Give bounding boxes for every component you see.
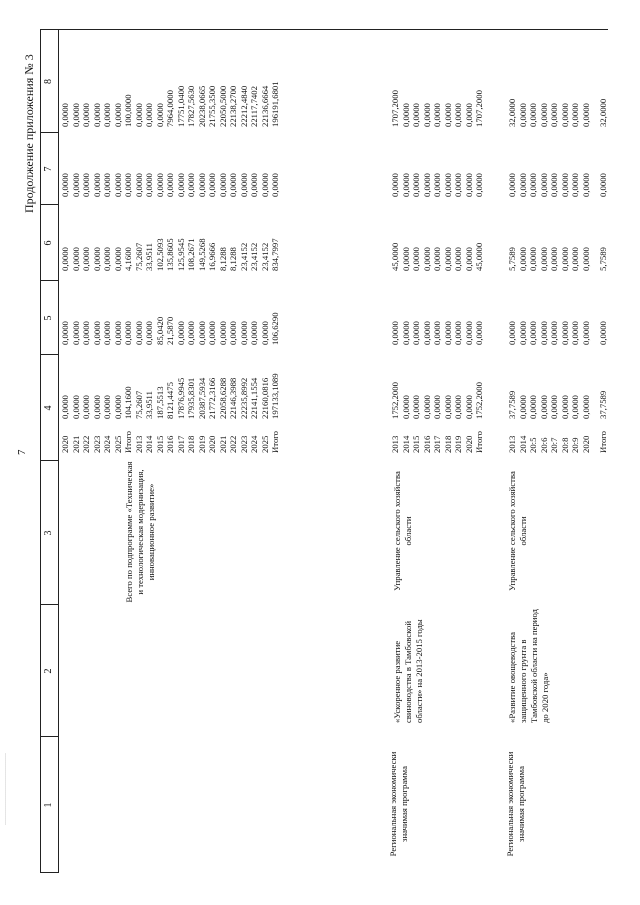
- value-cell: 0,0000: [390, 321, 400, 345]
- value-cell: 0,0000: [112, 247, 123, 271]
- value-cell: 85,0420: [154, 316, 165, 345]
- value-cell: 0,0000: [228, 321, 238, 345]
- value-cell: 22136,6664: [259, 85, 270, 127]
- value-cell: 17876,9945: [175, 377, 186, 419]
- column-number-7: 7: [43, 166, 54, 172]
- value-cell: 22212,4840: [238, 85, 249, 127]
- value-cell: 0,0000: [112, 321, 123, 345]
- value-cell: 0,0000: [81, 395, 91, 419]
- value-cell: 1707,2000: [474, 90, 484, 127]
- value-cell: 149,5268: [196, 238, 207, 271]
- value-cell: 0,0000: [133, 321, 144, 345]
- value-cell: 0,0000: [559, 395, 570, 419]
- value-cell: 0,0000: [442, 395, 453, 419]
- value-cell: 0,0000: [91, 321, 102, 345]
- value-cell: 0,0000: [570, 173, 580, 197]
- value-cell: 0,0000: [91, 103, 102, 127]
- value-cell: 0,0000: [112, 173, 123, 197]
- value-cell: 0,0000: [238, 173, 249, 197]
- value-cell: 0,0000: [538, 173, 549, 197]
- value-cell: 0,0000: [81, 321, 91, 345]
- value-cell: 22050,5000: [217, 85, 228, 127]
- total-label: Итого: [598, 431, 608, 453]
- value-cell: 37,7589: [507, 390, 517, 419]
- value-cell: 0,0000: [123, 321, 133, 345]
- value-cell: 0,0000: [270, 173, 280, 197]
- year-cell: 2024: [249, 435, 259, 453]
- value-cell: 22235,8992: [238, 377, 249, 419]
- value-cell: 0,0000: [559, 173, 570, 197]
- value-cell: 0,0000: [91, 173, 102, 197]
- value-cell: 22138,2700: [228, 85, 238, 127]
- value-cell: 1707,2000: [390, 90, 400, 127]
- value-cell: 0,0000: [432, 103, 442, 127]
- value-cell: 0,0000: [400, 321, 411, 345]
- year-cell: 2020: [580, 435, 591, 453]
- value-cell: 22141,1554: [249, 377, 259, 419]
- value-cell: 0,0000: [217, 321, 228, 345]
- year-cell: 2018: [442, 435, 453, 453]
- value-cell: 0,0000: [102, 103, 112, 127]
- value-cell: 5,7589: [507, 247, 517, 271]
- year-cell: 2015: [411, 435, 421, 453]
- program-type-label: Региональная экономически значимая программа: [388, 751, 409, 857]
- value-cell: 0,0000: [517, 173, 528, 197]
- value-cell: 0,0000: [154, 173, 165, 197]
- year-cell: 2020: [207, 435, 217, 453]
- value-cell: 187,5513: [154, 386, 165, 419]
- value-cell: 0,0000: [196, 321, 207, 345]
- value-cell: 0,0000: [60, 395, 70, 419]
- column-number-5: 5: [43, 315, 54, 321]
- year-cell: 2018: [186, 435, 196, 453]
- value-cell: 0,0000: [549, 103, 559, 127]
- executor-label: Управление сельского хозяйства области: [507, 471, 528, 591]
- value-cell: 0,0000: [70, 247, 81, 271]
- value-cell: 0,0000: [421, 103, 432, 127]
- value-cell: 21755,3500: [207, 85, 217, 127]
- value-cell: 0,0000: [186, 173, 196, 197]
- value-cell: 17935,8301: [186, 377, 196, 419]
- value-cell: 0,0000: [559, 321, 570, 345]
- value-cell: 0,0000: [580, 173, 591, 197]
- value-cell: 0,0000: [400, 103, 411, 127]
- value-cell: 0,0000: [123, 173, 133, 197]
- value-cell: 0,0000: [453, 103, 463, 127]
- value-cell: 8121,4475: [165, 382, 175, 419]
- value-cell: 0,0000: [517, 103, 528, 127]
- value-cell: 45,0000: [390, 242, 400, 271]
- value-cell: 197133,1089: [270, 373, 280, 419]
- value-cell: 1752,2000: [474, 382, 484, 419]
- value-cell: 0,0000: [60, 173, 70, 197]
- value-cell: 0,0000: [259, 173, 270, 197]
- value-cell: 0,0000: [411, 173, 421, 197]
- value-cell: 0,0000: [60, 247, 70, 271]
- value-cell: 8,1288: [217, 247, 228, 271]
- year-cell: 2025: [112, 435, 123, 453]
- year-cell: 20:7: [549, 437, 559, 453]
- value-cell: 4,1600: [123, 247, 133, 271]
- value-cell: 106,6290: [270, 312, 280, 345]
- value-cell: 0,0000: [580, 103, 591, 127]
- value-cell: 0,0000: [207, 321, 217, 345]
- value-cell: 75,2607: [133, 242, 144, 271]
- value-cell: 0,0000: [432, 321, 442, 345]
- value-cell: 834,7997: [270, 238, 280, 271]
- value-cell: 23,4152: [238, 242, 249, 271]
- year-cell: 2023: [238, 435, 249, 453]
- value-cell: 0,0000: [91, 395, 102, 419]
- value-cell: 0,0000: [400, 395, 411, 419]
- year-cell: 2015: [154, 435, 165, 453]
- value-cell: 22117,7402: [249, 86, 259, 127]
- value-cell: 0,0000: [70, 321, 81, 345]
- value-cell: 196191,6801: [270, 81, 280, 127]
- value-cell: 0,0000: [411, 103, 421, 127]
- year-cell: 2013: [390, 435, 400, 453]
- value-cell: 125,9545: [175, 238, 186, 271]
- value-cell: 23,4152: [259, 242, 270, 271]
- value-cell: 0,0000: [474, 173, 484, 197]
- year-cell: 2020: [60, 435, 70, 453]
- value-cell: 45,0000: [474, 242, 484, 271]
- value-cell: 0,0000: [411, 395, 421, 419]
- value-cell: 0,0000: [463, 321, 474, 345]
- value-cell: 0,0000: [259, 321, 270, 345]
- value-cell: 0,0000: [207, 173, 217, 197]
- value-cell: 0,0000: [453, 321, 463, 345]
- value-cell: 0,0000: [559, 247, 570, 271]
- value-cell: 0,0000: [570, 321, 580, 345]
- value-cell: 0,0000: [421, 173, 432, 197]
- value-cell: 0,0000: [133, 103, 144, 127]
- value-cell: 0,0000: [411, 321, 421, 345]
- value-cell: 0,0000: [538, 103, 549, 127]
- value-cell: 0,0000: [186, 321, 196, 345]
- year-cell: 2017: [432, 435, 442, 453]
- value-cell: 0,0000: [517, 247, 528, 271]
- value-cell: 0,0000: [453, 173, 463, 197]
- value-cell: 0,0000: [70, 173, 81, 197]
- year-cell: 2023: [91, 435, 102, 453]
- value-cell: 20387,5934: [196, 377, 207, 419]
- subprogram-total-label: Всего по подпрограмме «Техническая и технологическая модернизация, инновационное развитие»: [124, 461, 156, 603]
- value-cell: 0,0000: [144, 321, 154, 345]
- value-cell: 0,0000: [549, 247, 559, 271]
- value-cell: 0,0000: [453, 395, 463, 419]
- value-cell: 0,0000: [453, 247, 463, 271]
- value-cell: 22058,6288: [217, 377, 228, 419]
- value-cell: 0,0000: [144, 103, 154, 127]
- value-cell: 0,0000: [154, 103, 165, 127]
- value-cell: 0,0000: [165, 173, 175, 197]
- faint-header-text: ………………………………: [2, 753, 8, 825]
- year-cell: 2019: [453, 435, 463, 453]
- value-cell: 135,8605: [165, 238, 175, 271]
- value-cell: 0,0000: [570, 395, 580, 419]
- total-value: 32,0000: [598, 98, 608, 127]
- value-cell: 21,5870: [165, 316, 175, 345]
- value-cell: 17751,0400: [175, 85, 186, 127]
- value-cell: 0,0000: [390, 173, 400, 197]
- value-cell: 0,0000: [102, 247, 112, 271]
- value-cell: 0,0000: [91, 247, 102, 271]
- value-cell: 0,0000: [538, 321, 549, 345]
- value-cell: 0,0000: [112, 395, 123, 419]
- value-cell: 100,0000: [123, 94, 133, 127]
- value-cell: 0,0000: [474, 321, 484, 345]
- value-cell: 0,0000: [112, 103, 123, 127]
- value-cell: 0,0000: [528, 321, 538, 345]
- value-cell: 0,0000: [81, 103, 91, 127]
- year-cell: 20:6: [538, 437, 549, 453]
- value-cell: 0,0000: [102, 321, 112, 345]
- value-cell: 0,0000: [400, 247, 411, 271]
- program-type-label: Региональная экономически значимая программа: [505, 751, 526, 857]
- value-cell: 0,0000: [228, 173, 238, 197]
- column-number-3: 3: [43, 530, 54, 536]
- value-cell: 0,0000: [580, 321, 591, 345]
- value-cell: 0,0000: [421, 321, 432, 345]
- value-cell: 0,0000: [249, 173, 259, 197]
- value-cell: 0,0000: [70, 395, 81, 419]
- value-cell: 0,0000: [570, 103, 580, 127]
- value-cell: 102,5093: [154, 238, 165, 271]
- value-cell: 23,4152: [249, 242, 259, 271]
- year-cell: 2025: [259, 435, 270, 453]
- value-cell: 0,0000: [463, 247, 474, 271]
- value-cell: 20238,0665: [196, 85, 207, 127]
- value-cell: 0,0000: [102, 173, 112, 197]
- value-cell: 32,0000: [507, 98, 517, 127]
- value-cell: 0,0000: [507, 321, 517, 345]
- year-cell: 2013: [133, 435, 144, 453]
- value-cell: 0,0000: [528, 103, 538, 127]
- value-cell: 0,0000: [81, 247, 91, 271]
- total-value: 5,7589: [598, 247, 608, 271]
- value-cell: 0,0000: [81, 173, 91, 197]
- value-cell: 0,0000: [442, 173, 453, 197]
- value-cell: 33,9511: [144, 391, 154, 419]
- year-cell: 2022: [228, 435, 238, 453]
- value-cell: 0,0000: [528, 247, 538, 271]
- value-cell: 0,0000: [102, 395, 112, 419]
- value-cell: 0,0000: [249, 321, 259, 345]
- year-cell: 2014: [144, 435, 154, 453]
- value-cell: 0,0000: [432, 173, 442, 197]
- value-cell: 33,9511: [144, 243, 154, 271]
- year-cell: 2019: [196, 435, 207, 453]
- value-cell: 0,0000: [538, 395, 549, 419]
- value-cell: 0,0000: [432, 247, 442, 271]
- value-cell: 7964,0000: [165, 90, 175, 127]
- page-number: 7: [16, 449, 28, 455]
- value-cell: 17827,5630: [186, 85, 196, 127]
- column-number-2: 2: [43, 668, 54, 674]
- year-cell: 2024: [102, 435, 112, 453]
- value-cell: 22160,0816: [259, 377, 270, 419]
- value-cell: 0,0000: [549, 321, 559, 345]
- column-number-4: 4: [43, 405, 54, 411]
- value-cell: 0,0000: [70, 103, 81, 127]
- year-cell: 2021: [70, 435, 81, 453]
- value-cell: 104,1600: [123, 386, 133, 419]
- value-cell: 0,0000: [175, 321, 186, 345]
- value-cell: 0,0000: [517, 395, 528, 419]
- value-cell: 0,0000: [528, 395, 538, 419]
- value-cell: 1752,2000: [390, 382, 400, 419]
- year-cell: 2022: [81, 435, 91, 453]
- value-cell: 0,0000: [559, 103, 570, 127]
- year-cell: Итого: [123, 431, 133, 453]
- value-cell: 0,0000: [442, 103, 453, 127]
- year-cell: 2021: [217, 435, 228, 453]
- executor-label: Управление сельского хозяйства области: [392, 471, 413, 591]
- total-value: 0,0000: [598, 321, 608, 345]
- value-cell: 0,0000: [463, 173, 474, 197]
- value-cell: 0,0000: [463, 103, 474, 127]
- year-cell: 2014: [400, 435, 411, 453]
- value-cell: 0,0000: [432, 395, 442, 419]
- program-name-label: «Ускоренное развитие свиноводства в Тамбовской области» на 2013-2015 годы: [392, 619, 424, 723]
- value-cell: 0,0000: [400, 173, 411, 197]
- value-cell: 0,0000: [538, 247, 549, 271]
- year-cell: 2017: [175, 435, 186, 453]
- value-cell: 0,0000: [60, 321, 70, 345]
- value-cell: 0,0000: [217, 173, 228, 197]
- value-cell: 75,2607: [133, 390, 144, 419]
- total-value: 37,7589: [598, 390, 608, 419]
- program-name-label: «Развитие овощеводства защищенного грунта в Тамбовской области на период до 2020 года»: [507, 609, 550, 723]
- year-cell: 20:9: [570, 437, 580, 453]
- year-cell: 2013: [507, 435, 517, 453]
- year-cell: Итого: [474, 431, 484, 453]
- value-cell: 21772,3166: [207, 377, 217, 419]
- year-cell: 20:8: [559, 437, 570, 453]
- column-number-6: 6: [43, 240, 54, 246]
- value-cell: 0,0000: [580, 395, 591, 419]
- value-cell: 16,9666: [207, 242, 217, 271]
- value-cell: 0,0000: [421, 247, 432, 271]
- value-cell: 0,0000: [463, 395, 474, 419]
- year-cell: 2016: [165, 435, 175, 453]
- value-cell: 0,0000: [175, 173, 186, 197]
- appendix-title: Продолжение приложения № 3: [22, 54, 36, 213]
- value-cell: 0,0000: [517, 321, 528, 345]
- value-cell: 0,0000: [549, 173, 559, 197]
- value-cell: 0,0000: [411, 247, 421, 271]
- value-cell: 0,0000: [144, 173, 154, 197]
- value-cell: 0,0000: [507, 173, 517, 197]
- value-cell: 0,0000: [549, 395, 559, 419]
- column-number-1: 1: [43, 802, 54, 808]
- value-cell: 0,0000: [196, 173, 207, 197]
- value-cell: 0,0000: [133, 173, 144, 197]
- value-cell: 0,0000: [570, 247, 580, 271]
- value-cell: 0,0000: [60, 103, 70, 127]
- year-cell: 2016: [421, 435, 432, 453]
- value-cell: 0,0000: [528, 173, 538, 197]
- year-cell: Итого: [270, 431, 280, 453]
- total-value: 0,0000: [598, 173, 608, 197]
- value-cell: 0,0000: [442, 247, 453, 271]
- value-cell: 22146,3988: [228, 377, 238, 419]
- value-cell: 0,0000: [421, 395, 432, 419]
- year-cell: 20:5: [528, 437, 538, 453]
- value-cell: 0,0000: [580, 247, 591, 271]
- value-cell: 108,2671: [186, 238, 196, 271]
- year-cell: 2020: [463, 435, 474, 453]
- year-cell: 2014: [517, 435, 528, 453]
- value-cell: 8,1288: [228, 247, 238, 271]
- column-number-8: 8: [43, 79, 54, 84]
- value-cell: 0,0000: [238, 321, 249, 345]
- value-cell: 0,0000: [442, 321, 453, 345]
